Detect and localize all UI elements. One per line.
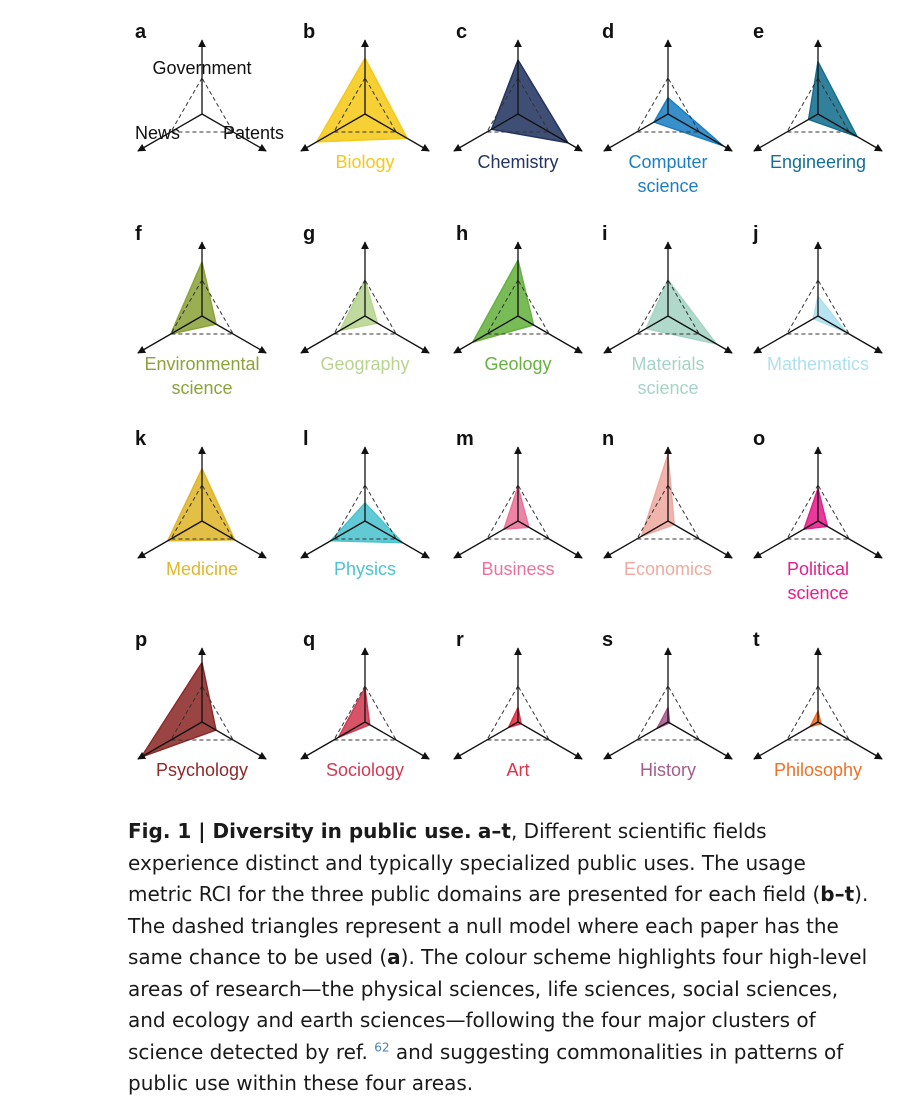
caption-text-1: , Different scientific fields experience distinct and typically specialized public uses. The usage metric RCI for the three public domains are presented for each field ( [128,819,821,906]
field-label-r: Art [506,760,530,780]
field-label-f-line2: science [171,378,233,398]
caption-bold-a: a [387,945,401,969]
axis-news-e [754,114,818,151]
axis-news-i [604,316,668,353]
axis-patents-h [518,316,582,353]
data-triangle-n [642,454,675,536]
panel-letter-a: a [135,21,147,43]
axis-patents-g [365,316,429,353]
panel-letter-e: e [753,21,765,43]
axis-patents-j [818,316,882,353]
field-label-i-line2: science [637,378,699,398]
field-label-i-line1: Materials [631,354,705,374]
axis-news-j [754,316,818,353]
axis-patents-d [668,114,732,151]
panel-a [135,21,284,151]
axis-news-r [454,722,518,759]
field-label-k: Medicine [165,559,239,579]
panel-b [301,21,429,172]
axis-patents-o [818,521,882,558]
axis-patents-e [818,114,882,151]
field-label-j: Mathematics [766,354,870,374]
field-label-o-line1: Political [786,559,850,579]
field-label-g: Geography [320,354,410,374]
field-label-h: Geology [484,354,552,374]
panel-h [454,223,582,374]
axis-patents-n [668,521,732,558]
axis-news-n [604,521,668,558]
data-triangle-p [141,663,216,758]
field-label-l: Physics [333,559,397,579]
field-label-o-line2: science [787,583,849,603]
panel-l [301,428,429,579]
axis-patents-s [668,722,732,759]
panel-letter-d: d [602,21,615,43]
panel-g [301,223,429,374]
caption-bold-bt: b–t [820,882,855,906]
panel-letter-i: i [602,223,608,245]
field-label-p: Psychology [155,760,249,780]
data-triangle-b [317,58,407,142]
axis-news-s [604,722,668,759]
axis-news-q [301,722,365,759]
axis-label-government: Government [152,58,252,78]
panel-c [454,21,582,172]
axis-patents-m [518,521,582,558]
caption-text-4: and suggesting commonalities in patterns of public use within these four areas. [128,1039,844,1095]
panel-d [602,21,732,196]
data-triangle-m [504,487,529,529]
panel-q [301,629,429,780]
panel-f [135,223,266,398]
data-triangle-d [654,98,723,146]
caption-range: a–t [477,819,511,843]
data-triangle-c [492,60,568,143]
axis-patents-p [202,722,266,759]
axis-news-t [754,722,818,759]
panel-i [602,223,732,398]
axis-news-f [138,316,202,353]
panel-letter-o: o [753,428,766,450]
panel-t [753,629,882,780]
field-label-t: Philosophy [773,760,863,780]
field-label-d-line1: Computer [628,152,708,172]
caption-text-2: ). The dashed triangles represent a null model where each paper has the same chance to be used ( [128,882,869,969]
axis-label-news: News [135,123,181,143]
panel-letter-l: l [303,428,309,450]
axis-news-m [454,521,518,558]
panel-o [753,428,882,603]
axis-patents-f [202,316,266,353]
panel-letter-b: b [303,21,316,43]
field-label-c: Chemistry [477,152,559,172]
panel-letter-f: f [135,223,142,245]
panel-letter-h: h [456,223,469,245]
panel-j [752,223,882,374]
panel-letter-c: c [456,21,468,43]
panel-e [753,21,882,172]
field-label-f-line1: Environmental [144,354,260,374]
panel-letter-m: m [456,428,474,450]
field-label-q: Sociology [325,760,405,780]
axis-news-g [301,316,365,353]
field-label-n: Economics [623,559,713,579]
field-label-m: Business [481,559,555,579]
panel-p [135,629,266,780]
field-label-s: History [639,760,697,780]
axis-news-d [604,114,668,151]
panel-letter-t: t [753,629,760,651]
field-label-d-line2: science [637,176,699,196]
data-triangle-g [340,280,377,330]
axis-patents-q [365,722,429,759]
caption-fig-label: Fig. 1 | Diversity in public use. [128,819,472,843]
caption-reference: 62 [374,1039,390,1054]
figure-caption [128,816,873,1100]
data-triangle-h [473,260,534,342]
panel-letter-j: j [753,223,759,245]
panel-letter-p: p [135,629,148,651]
panel-letter-g: g [303,223,316,245]
panel-letter-s: s [602,629,614,651]
panel-letter-n: n [602,428,615,450]
axis-patents-r [518,722,582,759]
panel-n [602,428,732,579]
panel-s [602,629,732,780]
panel-r [454,629,582,780]
data-triangle-e [809,62,857,137]
panel-m [454,428,582,579]
panel-letter-r: r [456,629,464,651]
panel-letter-k: k [135,428,147,450]
panel-letter-q: q [303,629,316,651]
axis-news-o [754,521,818,558]
data-triangle-k [168,469,235,541]
field-label-b: Biology [335,152,395,172]
panel-k [135,428,266,579]
axis-label-patents: Patents [223,123,285,143]
field-label-e: Engineering [769,152,867,172]
caption-text-3: ). The colour scheme highlights four high-level areas of research—the physical sciences, life sciences, social sciences, and ecology and earth sciences—following the four major clusters of science detected by ref. [128,945,868,1064]
data-triangle-t [810,711,821,726]
axis-patents-t [818,722,882,759]
